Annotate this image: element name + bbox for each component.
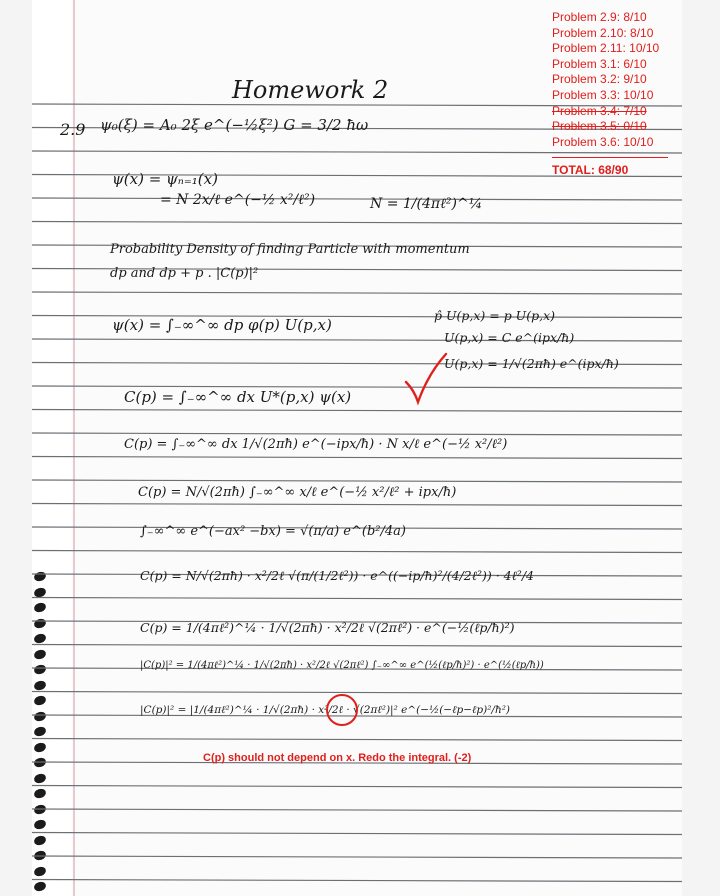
ruled-line (32, 222, 682, 224)
grade-line: Problem 3.1: 6/10 (552, 56, 647, 71)
grade-line: Problem 3.2: 9/10 (552, 72, 647, 87)
ruled-line (32, 833, 682, 835)
grade-divider (552, 157, 668, 158)
handwriting-line-3: = N 2x/ℓ e^(−½ x²/ℓ²) (160, 192, 316, 208)
problem-number: 2.9 (60, 120, 86, 139)
ruled-line (32, 856, 682, 858)
ruled-line (32, 480, 682, 482)
handwriting-line-6c: U(p,x) = C e^(ipx/ħ) (444, 330, 575, 345)
handwriting-line-6d: U(p,x) = 1/√(2πħ) e^(ipx/ħ) (444, 356, 619, 371)
ruled-line (32, 504, 682, 506)
ruled-line (32, 739, 682, 741)
homework-page (32, 0, 682, 896)
ruled-line (32, 433, 682, 435)
handwriting-line-12: C(p) = 1/(4πℓ²)^¼ · 1/√(2πħ) · x²/2ℓ √(2πℓ²) · e^(−½(ℓp/ħ)²) (140, 620, 515, 635)
grader-feedback: C(p) should not depend on x. Redo the integral. (-2) (203, 752, 472, 764)
handwriting-line-1: ψ₀(ξ) = A₀ 2ξ e^(−½ξ²) G = 3/2 ħω (100, 116, 369, 134)
handwriting-line-11: C(p) = N/√(2πħ) · x²/2ℓ √(π/(1/2ℓ²)) · e^((−ip/ħ)²/(4/2ℓ²)) · 4ℓ²/4 (140, 568, 534, 583)
handwriting-line-8: C(p) = ∫₋∞^∞ dx 1/√(2πħ) e^(−ipx/ħ) · N x/ℓ e^(−½ x²/ℓ²) (124, 437, 508, 452)
ruled-line (32, 339, 682, 341)
handwriting-line-9: C(p) = N/√(2πħ) ∫₋∞^∞ x/ℓ e^(−½ x²/ℓ² + ipx/ħ) (138, 485, 457, 500)
grade-line: Problem 2.11: 10/10 (552, 41, 660, 56)
title-handwriting: Homework 2 (232, 76, 389, 104)
ruled-line (32, 410, 682, 412)
ruled-line (32, 809, 682, 811)
ruled-line (32, 198, 682, 200)
ruled-line (32, 457, 682, 459)
grade-line: Problem 3.4: 7/10 (552, 103, 647, 118)
grade-line: Problem 2.10: 8/10 (552, 25, 654, 40)
checkmark-icon (402, 350, 450, 410)
handwriting-line-7: C(p) = ∫₋∞^∞ dx U*(p,x) ψ(x) (124, 388, 352, 406)
handwriting-line-6: ψ(x) = ∫₋∞^∞ dp φ(p) U(p,x) (112, 316, 332, 334)
error-circle-icon (324, 692, 360, 728)
handwriting-line-14: |C(p)|² = |1/(4πℓ²)^¼ · 1/√(2πħ) · x²/2ℓ · √(2πℓ²)|² e^(−½(−ℓp−ℓp)²/ħ²) (140, 704, 511, 716)
ruled-line (32, 292, 682, 294)
grade-line: Problem 3.6: 10/10 (552, 134, 654, 149)
grade-line: Problem 3.5: 0/10 (552, 119, 647, 134)
ruled-line (32, 880, 682, 882)
grade-line: Problem 3.3: 10/10 (552, 87, 654, 102)
ruled-line (32, 551, 682, 553)
grade-line: Problem 2.9: 8/10 (552, 10, 647, 24)
grade-list (552, 10, 682, 150)
handwriting-line-4: Probability Density of finding Particle with momentum (110, 242, 470, 257)
grade-panel (552, 10, 682, 179)
handwriting-line-13: |C(p)|² = 1/(4πℓ²)^¼ · 1/√(2πħ) · x²/2ℓ √(2πℓ²) ∫₋∞^∞ e^(½(ℓp/ħ)²) · e^(½(ℓp/ħ)) (140, 660, 544, 671)
ruled-line (32, 645, 682, 647)
handwriting-line-3b: N = 1/(4πℓ²)^¼ (370, 196, 483, 212)
handwriting-line-6b: p̂ U(p,x) = p U(p,x) (434, 308, 555, 323)
handwriting-line-5: dp and dp + p . |C(p)|² (110, 266, 259, 281)
ruled-line (32, 598, 682, 600)
ruled-line (32, 786, 682, 788)
grade-total: TOTAL: 68/90 (552, 163, 629, 178)
handwriting-line-10: ∫₋∞^∞ e^(−ax² −bx) = √(π/a) e^(b²/4a) (140, 524, 406, 539)
handwriting-line-2: ψ(x) = ψₙ₌₁(x) (112, 170, 218, 188)
